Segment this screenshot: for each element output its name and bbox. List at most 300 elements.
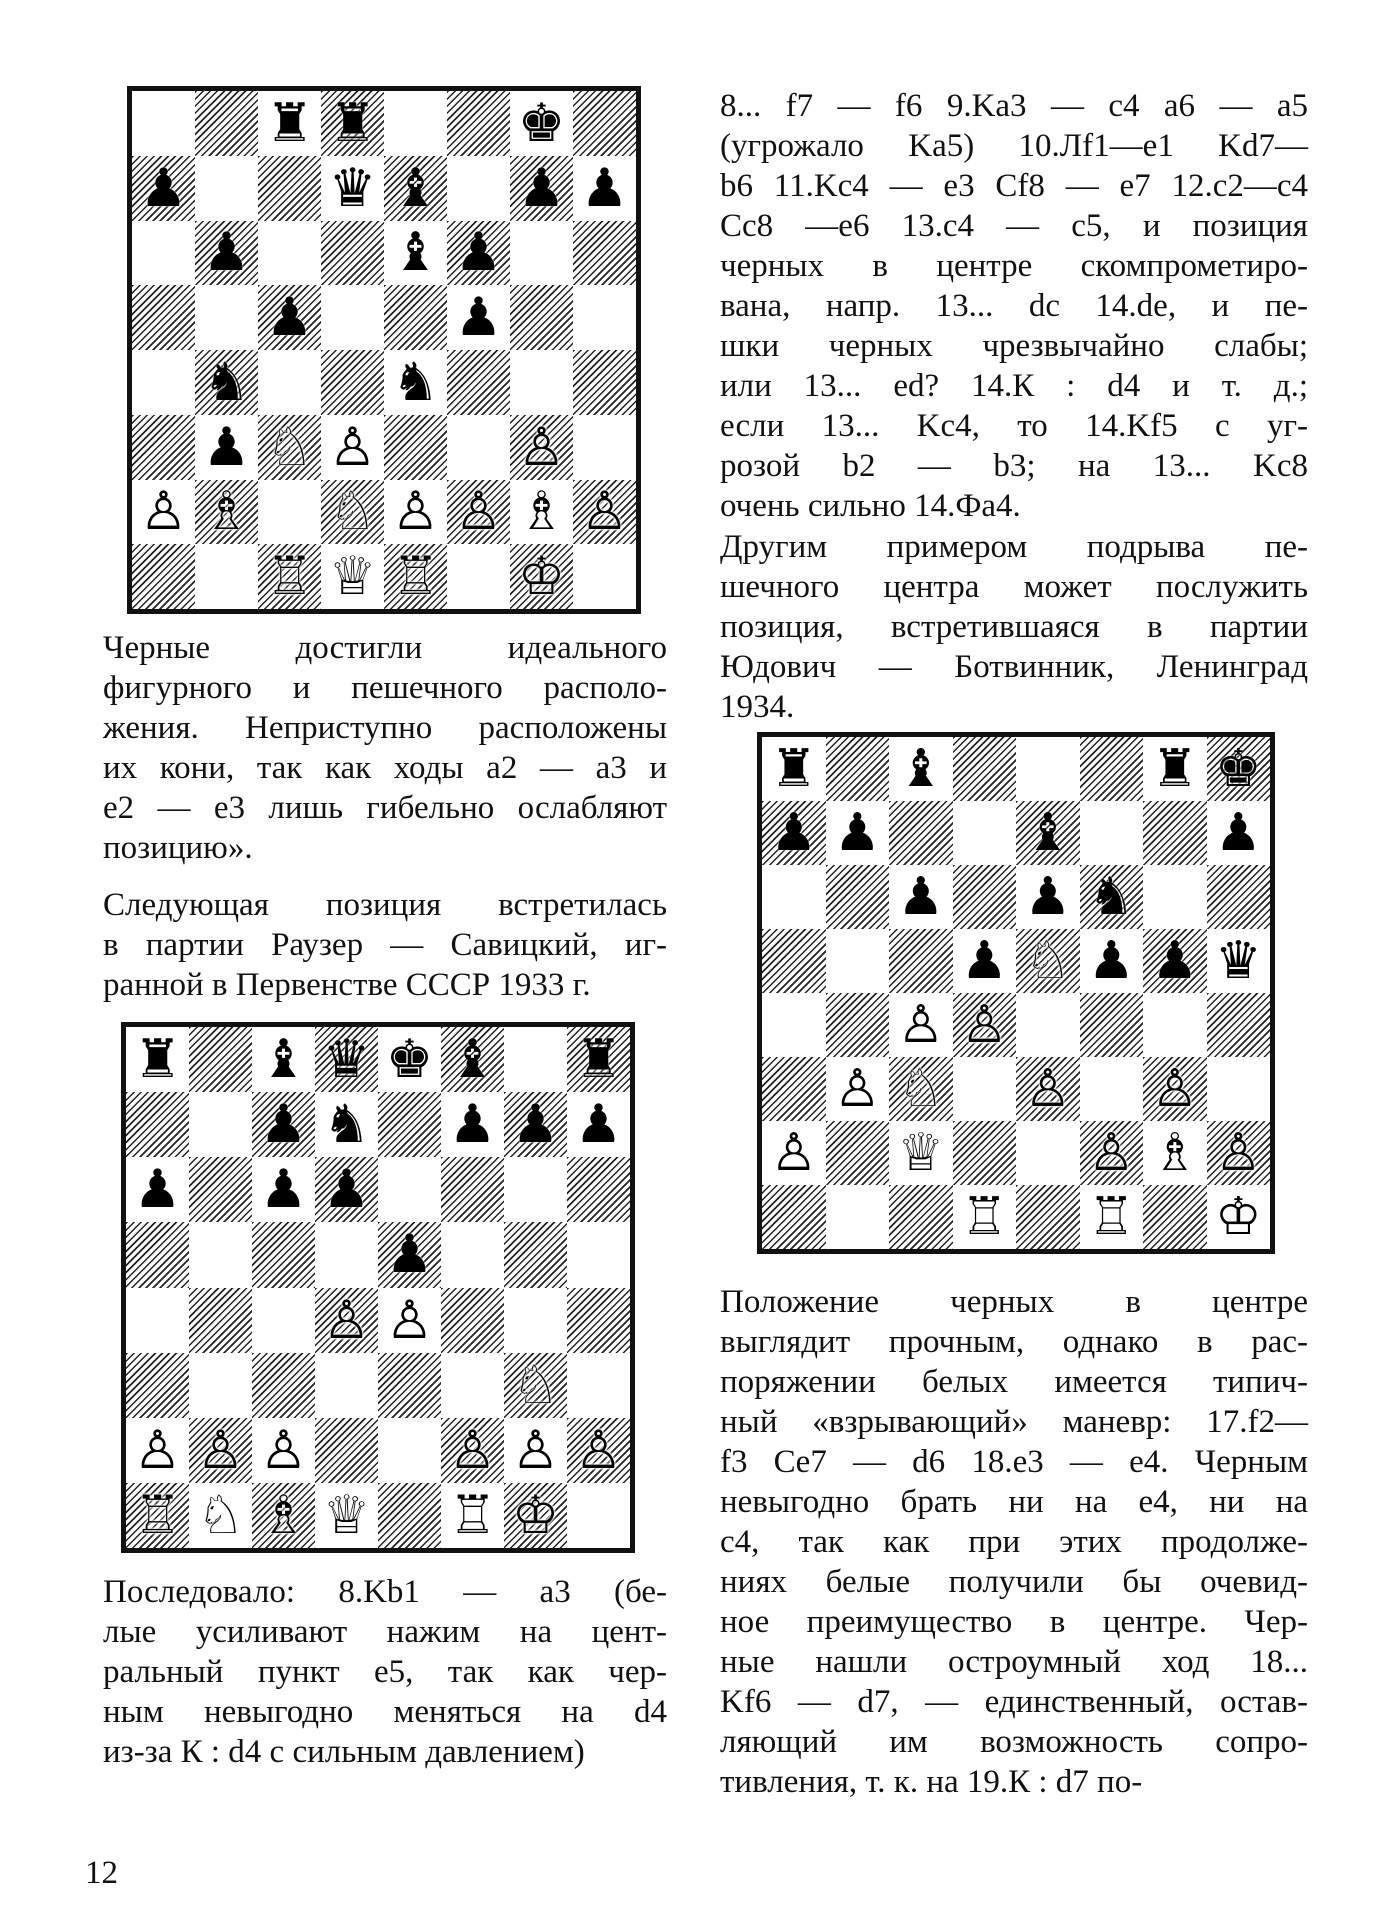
- board-square: [1143, 801, 1207, 865]
- black-pawn-icon: ♟: [385, 1224, 434, 1286]
- board-square: [573, 221, 636, 286]
- board-square: [441, 1288, 504, 1353]
- board-square: [889, 1121, 953, 1185]
- board-square: [504, 1353, 567, 1418]
- black-pawn-icon: ♟: [454, 222, 503, 284]
- board-square: [126, 1222, 189, 1287]
- board-square: [889, 929, 953, 993]
- white-pawn-icon: ♙: [139, 481, 188, 543]
- paragraph-moves: [720, 86, 1308, 526]
- text-line: ральный пункт e5, так как чер-: [103, 1654, 667, 1690]
- black-king-icon: ♚: [385, 1029, 434, 1091]
- board-square: [889, 1057, 953, 1121]
- board-square: [889, 1185, 953, 1249]
- white-pawn-icon: ♙: [391, 481, 440, 543]
- board-square: [567, 1483, 630, 1548]
- board-square: [762, 801, 826, 865]
- board-square: [258, 415, 321, 480]
- text-line: Черные достигли идеального: [103, 630, 667, 666]
- paragraph-yudovich-botvinnik: [720, 527, 1308, 727]
- board-square: [378, 1157, 441, 1222]
- white-rook-icon: ♖: [133, 1484, 182, 1546]
- white-pawn-icon: ♙: [1214, 1123, 1262, 1183]
- board-square: [510, 415, 573, 480]
- board-square: [132, 156, 195, 221]
- board-square: [573, 156, 636, 221]
- black-pawn-icon: ♟: [322, 1159, 371, 1221]
- text-line: Юдович — Ботвинник, Ленинград: [720, 649, 1308, 685]
- board-square: [953, 865, 1017, 929]
- board-square: [567, 1288, 630, 1353]
- board-square: [826, 737, 890, 801]
- text-line: невыгодно брать ни на e4, ни на: [720, 1484, 1308, 1520]
- board-square: [573, 415, 636, 480]
- paragraph-explosive-maneuver: [720, 1282, 1308, 1802]
- board-square: [762, 1121, 826, 1185]
- board-square: [762, 929, 826, 993]
- board-square: [1143, 929, 1207, 993]
- board-square: [315, 1157, 378, 1222]
- black-rook-icon: ♜: [574, 1029, 623, 1091]
- text-line: e2 — e3 лишь гибельно ослабляют: [103, 790, 667, 826]
- board-square: [510, 350, 573, 415]
- white-pawn-icon: ♙: [580, 481, 629, 543]
- white-rook-icon: ♖: [391, 546, 440, 608]
- board-square: [504, 1418, 567, 1483]
- board-square: [195, 91, 258, 156]
- text-line: позиция, встретившаяся в партии: [720, 609, 1308, 645]
- black-bishop-icon: ♝: [1024, 803, 1072, 863]
- black-pawn-icon: ♟: [1151, 931, 1199, 991]
- text-line: ное преимущество в центре. Чер-: [720, 1604, 1308, 1640]
- text-line: ные нашли остроумный ход 18...: [720, 1644, 1308, 1680]
- board-square: [573, 350, 636, 415]
- board-square: [1080, 993, 1144, 1057]
- black-pawn-icon: ♟: [770, 803, 818, 863]
- white-bishop-icon: ♗: [259, 1484, 308, 1546]
- board-square: [1080, 737, 1144, 801]
- board-square: [132, 350, 195, 415]
- board-square: [1016, 993, 1080, 1057]
- board-square: [441, 1027, 504, 1092]
- board-square: [132, 415, 195, 480]
- board-square: [384, 480, 447, 545]
- white-pawn-icon: ♙: [1151, 1059, 1199, 1119]
- white-bishop-icon: ♗: [1151, 1123, 1199, 1183]
- board-square: [378, 1288, 441, 1353]
- white-knight-icon: ♘: [897, 1059, 945, 1119]
- board-square: [195, 221, 258, 286]
- board-square: [384, 91, 447, 156]
- black-king-icon: ♚: [1214, 739, 1262, 799]
- text-line: Kf6 — d7, — единственный, остав-: [720, 1684, 1308, 1720]
- board-square: [189, 1483, 252, 1548]
- white-bishop-icon: ♗: [517, 481, 566, 543]
- board-square: [258, 544, 321, 609]
- paragraph-continuation: [103, 1572, 667, 1772]
- white-pawn-icon: ♙: [259, 1419, 308, 1481]
- board-square: [378, 1483, 441, 1548]
- black-knight-icon: ♞: [1087, 867, 1135, 927]
- black-pawn-icon: ♟: [1087, 931, 1135, 991]
- board-square: [189, 1092, 252, 1157]
- board-square: [447, 221, 510, 286]
- board-square: [252, 1157, 315, 1222]
- text-line: жения. Неприступно расположены: [103, 710, 667, 746]
- text-line: если 13... Kc4, то 14.Kf5 с уг-: [720, 408, 1308, 444]
- board-square: [1080, 1057, 1144, 1121]
- board-square: [573, 480, 636, 545]
- text-line: фигурного и пешечного располо-: [103, 670, 667, 706]
- board-square: [321, 285, 384, 350]
- text-line: Последовало: 8.Kb1 — a3 (бе-: [103, 1574, 667, 1610]
- black-bishop-icon: ♝: [897, 739, 945, 799]
- board-square: [378, 1027, 441, 1092]
- white-pawn-icon: ♙: [448, 1419, 497, 1481]
- black-pawn-icon: ♟: [580, 157, 629, 219]
- board-square: [315, 1092, 378, 1157]
- black-pawn-icon: ♟: [259, 1159, 308, 1221]
- board-square: [441, 1222, 504, 1287]
- text-line: шки черных чрезвычайно слабы;: [720, 328, 1308, 364]
- board-square: [1143, 737, 1207, 801]
- text-line: Положение черных в центре: [720, 1284, 1308, 1320]
- black-pawn-icon: ♟: [511, 1094, 560, 1156]
- board-square: [1207, 993, 1271, 1057]
- board-square: [258, 221, 321, 286]
- board-square: [441, 1353, 504, 1418]
- board-square: [1143, 1185, 1207, 1249]
- board-square: [252, 1483, 315, 1548]
- board-square: [195, 285, 258, 350]
- board-square: [321, 91, 384, 156]
- white-knight-icon: ♘: [196, 1484, 245, 1546]
- board-square: [1143, 1057, 1207, 1121]
- board-square: [510, 91, 573, 156]
- board-square: [826, 801, 890, 865]
- board-square: [384, 350, 447, 415]
- board-square: [504, 1483, 567, 1548]
- board-square: [762, 865, 826, 929]
- white-pawn-icon: ♙: [574, 1419, 623, 1481]
- board-square: [953, 801, 1017, 865]
- board-square: [252, 1288, 315, 1353]
- white-pawn-icon: ♙: [897, 995, 945, 1055]
- board-square: [321, 544, 384, 609]
- board-square: [195, 350, 258, 415]
- white-pawn-icon: ♙: [1024, 1059, 1072, 1119]
- board-square: [447, 544, 510, 609]
- board-square: [447, 350, 510, 415]
- board-square: [126, 1418, 189, 1483]
- board-square: [1207, 1121, 1271, 1185]
- black-bishop-icon: ♝: [391, 222, 440, 284]
- board-square: [447, 285, 510, 350]
- board-square: [1080, 865, 1144, 929]
- black-pawn-icon: ♟: [202, 222, 251, 284]
- black-pawn-icon: ♟: [133, 1159, 182, 1221]
- board-square: [378, 1092, 441, 1157]
- board-square: [195, 415, 258, 480]
- black-bishop-icon: ♝: [448, 1029, 497, 1091]
- board-square: [441, 1157, 504, 1222]
- board-square: [1016, 1057, 1080, 1121]
- board-square: [953, 929, 1017, 993]
- board-square: [504, 1222, 567, 1287]
- text-line: позицию».: [103, 830, 253, 866]
- black-rook-icon: ♜: [133, 1029, 182, 1091]
- black-pawn-icon: ♟: [960, 931, 1008, 991]
- text-line: ляющий им возможность сопро-: [720, 1724, 1308, 1760]
- text-line: их кони, так как ходы a2 — a3 и: [103, 750, 667, 786]
- board-square: [1016, 737, 1080, 801]
- white-queen-icon: ♕: [328, 546, 377, 608]
- chess-diagram-2: [121, 1022, 635, 1553]
- white-king-icon: ♔: [517, 546, 566, 608]
- text-line: Cc8 —e6 13.c4 — c5, и позиция: [720, 208, 1308, 244]
- board-square: [889, 865, 953, 929]
- black-rook-icon: ♜: [1151, 739, 1199, 799]
- white-knight-icon: ♘: [265, 416, 314, 478]
- black-pawn-icon: ♟: [897, 867, 945, 927]
- board-square: [384, 156, 447, 221]
- board-square: [315, 1353, 378, 1418]
- text-line: очень сильно 14.Фa4.: [720, 488, 1021, 524]
- white-pawn-icon: ♙: [1087, 1123, 1135, 1183]
- board-square: [762, 993, 826, 1057]
- board-square: [447, 480, 510, 545]
- white-knight-icon: ♘: [328, 481, 377, 543]
- black-pawn-icon: ♟: [265, 287, 314, 349]
- white-pawn-icon: ♙: [454, 481, 503, 543]
- board-square: [258, 91, 321, 156]
- board-square: [1080, 801, 1144, 865]
- white-rook-icon: ♖: [265, 546, 314, 608]
- board-square: [1207, 1185, 1271, 1249]
- board-square: [762, 1185, 826, 1249]
- text-line: (угрожало Ka5) 10.Лf1—e1 Kd7—: [720, 128, 1308, 164]
- board-square: [132, 221, 195, 286]
- board-square: [504, 1092, 567, 1157]
- board-square: [953, 993, 1017, 1057]
- white-pawn-icon: ♙: [511, 1419, 560, 1481]
- text-line: Другим примером подрыва пе-: [720, 529, 1308, 565]
- board-square: [195, 156, 258, 221]
- board-square: [1143, 865, 1207, 929]
- board-square: [189, 1027, 252, 1092]
- white-bishop-icon: ♗: [202, 481, 251, 543]
- board-square: [953, 1121, 1017, 1185]
- board-square: [1016, 1185, 1080, 1249]
- board-square: [889, 801, 953, 865]
- white-rook-icon: ♖: [448, 1484, 497, 1546]
- board-square: [1207, 865, 1271, 929]
- text-line: лые усиливают нажим на цент-: [103, 1614, 667, 1650]
- black-pawn-icon: ♟: [448, 1094, 497, 1156]
- board-square: [1143, 1121, 1207, 1185]
- board-square: [953, 1057, 1017, 1121]
- board-square: [447, 91, 510, 156]
- black-rook-icon: ♜: [265, 92, 314, 154]
- board-square: [447, 156, 510, 221]
- board-square: [567, 1092, 630, 1157]
- board-square: [1016, 929, 1080, 993]
- board-square: [826, 1185, 890, 1249]
- board-square: [321, 415, 384, 480]
- text-line: f3 Ce7 — d6 18.e3 — e4. Черным: [720, 1444, 1308, 1480]
- board-square: [252, 1353, 315, 1418]
- black-rook-icon: ♜: [770, 739, 818, 799]
- board-square: [315, 1288, 378, 1353]
- black-rook-icon: ♜: [328, 92, 377, 154]
- board-square: [189, 1418, 252, 1483]
- board-square: [889, 993, 953, 1057]
- black-pawn-icon: ♟: [1024, 867, 1072, 927]
- board-square: [126, 1353, 189, 1418]
- white-king-icon: ♔: [511, 1484, 560, 1546]
- text-line: розой b2 — b3; на 13... Kc8: [720, 448, 1308, 484]
- board-square: [384, 415, 447, 480]
- white-rook-icon: ♖: [1087, 1187, 1135, 1247]
- board-square: [378, 1353, 441, 1418]
- black-pawn-icon: ♟: [517, 157, 566, 219]
- black-knight-icon: ♞: [202, 351, 251, 413]
- text-line: шечного центра может послужить: [720, 569, 1308, 605]
- text-line: выглядит прочным, однако в рас-: [720, 1324, 1308, 1360]
- black-queen-icon: ♛: [322, 1029, 371, 1091]
- board-square: [567, 1418, 630, 1483]
- page-number: 12: [85, 1855, 118, 1891]
- white-pawn-icon: ♙: [960, 995, 1008, 1055]
- board-square: [953, 737, 1017, 801]
- black-queen-icon: ♛: [1214, 931, 1262, 991]
- board-square: [189, 1222, 252, 1287]
- white-knight-icon: ♘: [1024, 931, 1072, 991]
- board-square: [252, 1222, 315, 1287]
- black-pawn-icon: ♟: [574, 1094, 623, 1156]
- board-square: [321, 156, 384, 221]
- text-line: ранной в Первенстве СССР 1933 г.: [103, 967, 591, 1003]
- board-square: [504, 1157, 567, 1222]
- text-line: ный «взрывающий» маневр: 17.f2—: [720, 1404, 1308, 1440]
- board-square: [315, 1222, 378, 1287]
- black-queen-icon: ♛: [328, 157, 377, 219]
- board-square: [126, 1288, 189, 1353]
- board-square: [132, 480, 195, 545]
- white-queen-icon: ♕: [322, 1484, 371, 1546]
- black-pawn-icon: ♟: [259, 1094, 308, 1156]
- white-pawn-icon: ♙: [833, 1059, 881, 1119]
- board-square: [889, 737, 953, 801]
- board-square: [1016, 801, 1080, 865]
- text-line: c4, так как при этих продолже-: [720, 1524, 1308, 1560]
- board-square: [510, 221, 573, 286]
- board-square: [762, 1057, 826, 1121]
- white-pawn-icon: ♙: [517, 416, 566, 478]
- board-square: [567, 1157, 630, 1222]
- chess-diagram-3: [757, 732, 1275, 1254]
- text-line: b6 11.Kc4 — e3 Cf8 — e7 12.c2—c4: [720, 168, 1308, 204]
- board-square: [573, 544, 636, 609]
- board-square: [258, 156, 321, 221]
- board-square: [321, 480, 384, 545]
- board-square: [567, 1027, 630, 1092]
- board-square: [195, 544, 258, 609]
- board-square: [378, 1222, 441, 1287]
- board-square: [510, 156, 573, 221]
- board-square: [315, 1027, 378, 1092]
- board-square: [258, 350, 321, 415]
- black-king-icon: ♚: [517, 92, 566, 154]
- board-square: [1207, 737, 1271, 801]
- text-line: ным невыгодно меняться на d4: [103, 1694, 667, 1730]
- black-pawn-icon: ♟: [454, 287, 503, 349]
- text-line: Следующая позиция встретилась: [103, 887, 667, 923]
- text-line: из-за К : d4 с сильным давлением): [103, 1734, 585, 1770]
- board-square: [189, 1288, 252, 1353]
- board-square: [315, 1483, 378, 1548]
- black-knight-icon: ♞: [322, 1094, 371, 1156]
- board-square: [441, 1092, 504, 1157]
- board-square: [1016, 1121, 1080, 1185]
- text-line: черных в центре скомпрометиро-: [720, 248, 1308, 284]
- board-square: [126, 1157, 189, 1222]
- text-line: 1934.: [720, 689, 795, 725]
- board-square: [132, 285, 195, 350]
- black-pawn-icon: ♟: [833, 803, 881, 863]
- board-square: [567, 1222, 630, 1287]
- board-square: [1207, 929, 1271, 993]
- white-pawn-icon: ♙: [385, 1289, 434, 1351]
- board-square: [126, 1483, 189, 1548]
- black-knight-icon: ♞: [391, 351, 440, 413]
- board-square: [195, 480, 258, 545]
- black-bishop-icon: ♝: [259, 1029, 308, 1091]
- board-square: [384, 221, 447, 286]
- text-line: поряжении белых имеется типич-: [720, 1364, 1308, 1400]
- white-rook-icon: ♖: [960, 1187, 1008, 1247]
- board-square: [378, 1418, 441, 1483]
- white-knight-icon: ♘: [511, 1354, 560, 1416]
- board-square: [132, 91, 195, 156]
- board-square: [132, 544, 195, 609]
- white-king-icon: ♔: [1214, 1187, 1262, 1247]
- black-pawn-icon: ♟: [202, 416, 251, 478]
- board-square: [826, 1121, 890, 1185]
- board-square: [826, 1057, 890, 1121]
- board-square: [258, 285, 321, 350]
- board-square: [441, 1483, 504, 1548]
- text-line: тивления, т. к. на 19.К : d7 по-: [720, 1764, 1143, 1800]
- text-line: или 13... ed? 14.К : d4 и т. д.;: [720, 368, 1308, 404]
- text-line: в партии Раузер — Савицкий, иг-: [103, 927, 667, 963]
- board-square: [826, 929, 890, 993]
- chess-diagram-1: [127, 86, 641, 614]
- board-square: [1080, 929, 1144, 993]
- board-square: [504, 1288, 567, 1353]
- board-square: [252, 1027, 315, 1092]
- board-square: [126, 1092, 189, 1157]
- board-square: [1207, 1057, 1271, 1121]
- black-pawn-icon: ♟: [1214, 803, 1262, 863]
- board-square: [126, 1027, 189, 1092]
- white-pawn-icon: ♙: [196, 1419, 245, 1481]
- text-line: 8... f7 — f6 9.Ka3 — c4 a6 — a5: [720, 88, 1308, 124]
- text-line: вана, напр. 13... dc 14.de, и пе-: [720, 288, 1308, 324]
- board-square: [567, 1353, 630, 1418]
- board-square: [1080, 1185, 1144, 1249]
- board-square: [510, 480, 573, 545]
